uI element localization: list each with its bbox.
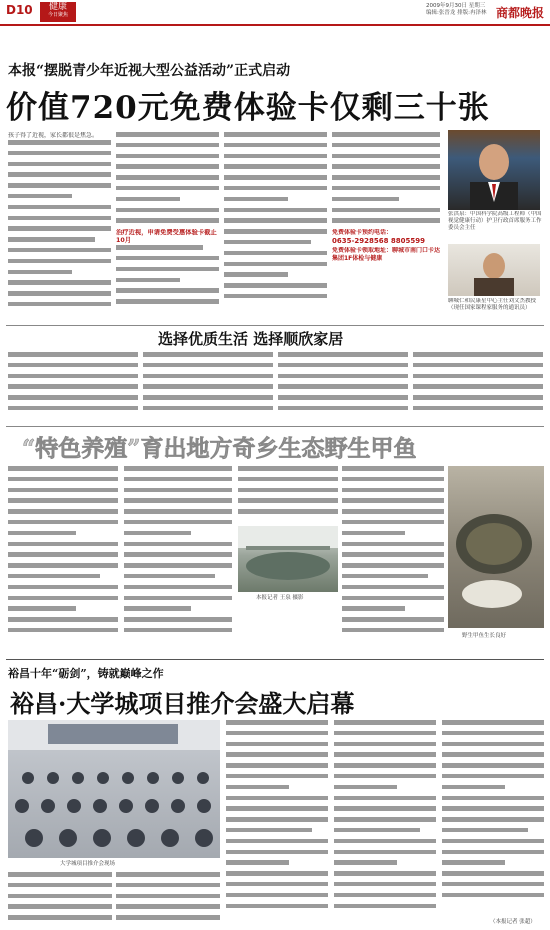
body-text-line bbox=[226, 720, 328, 725]
body-text-line bbox=[334, 839, 436, 844]
phone-label: 免费体验卡预约电话： bbox=[332, 229, 393, 237]
portrait-caption-2: 聊城仁和民康星中心主任刘文杰教授（现任国家课程家服务的通讯员） bbox=[448, 298, 537, 311]
body-text-line bbox=[8, 466, 118, 471]
body-text-line bbox=[342, 477, 444, 482]
issue-date: 2009年9月30日 星期三 bbox=[426, 3, 486, 9]
body-text-line bbox=[224, 272, 288, 277]
body-text-line bbox=[334, 796, 436, 801]
body-text-line bbox=[124, 498, 232, 503]
body-text-line bbox=[342, 542, 444, 547]
body-text-line bbox=[342, 498, 444, 503]
story4-kicker: 裕昌十年“砺剑”，铸就巅峰之作 bbox=[8, 667, 164, 680]
body-text-line bbox=[116, 894, 220, 899]
body-text-line bbox=[124, 628, 232, 633]
body-text-line bbox=[8, 302, 111, 307]
body-text-line bbox=[226, 839, 328, 844]
section-title: 健康 bbox=[48, 2, 67, 12]
body-text-line bbox=[442, 742, 544, 747]
body-text-line bbox=[442, 817, 544, 822]
conference-graphic bbox=[8, 720, 220, 858]
body-text-line bbox=[8, 352, 138, 357]
body-text-line bbox=[332, 218, 440, 223]
body-text-line bbox=[334, 850, 436, 855]
body-text-line bbox=[124, 596, 232, 601]
body-text-line bbox=[8, 488, 118, 493]
story2-column-2 bbox=[143, 352, 273, 422]
story3-column-1 bbox=[8, 466, 118, 651]
story4-column-1 bbox=[8, 872, 112, 926]
body-text-line bbox=[342, 574, 428, 579]
body-text-line bbox=[8, 606, 76, 611]
portrait-caption-1: 张洪泉：中国科学院高级工程师（中国视觉健康行动）护卫行政首席服务工作委员会主任 bbox=[448, 211, 542, 231]
masthead: 商都晚报 bbox=[496, 6, 545, 20]
body-text-line bbox=[278, 395, 408, 400]
body-text-line bbox=[8, 406, 138, 411]
body-text-line bbox=[332, 175, 440, 180]
pond-graphic bbox=[238, 526, 338, 592]
body-text-line bbox=[8, 498, 118, 503]
body-text-line bbox=[332, 197, 399, 202]
body-text-line bbox=[124, 552, 232, 557]
body-text-line bbox=[116, 186, 219, 191]
body-text-line bbox=[116, 143, 219, 148]
body-text-line bbox=[143, 384, 273, 389]
body-text-line bbox=[226, 806, 328, 811]
body-text-line bbox=[116, 197, 180, 202]
body-text-line bbox=[224, 175, 327, 180]
editor-credit: 编辑:张晋龙 排版:冉泽林 bbox=[426, 10, 487, 16]
body-text-line bbox=[334, 742, 436, 747]
body-text-line bbox=[116, 256, 219, 261]
body-text-line bbox=[224, 154, 327, 159]
body-text-line bbox=[342, 488, 444, 493]
story1-column-3 bbox=[224, 132, 327, 322]
body-text-line bbox=[238, 488, 338, 493]
body-text-line bbox=[124, 617, 232, 622]
story4-headline: 裕昌·大学城项目推介会盛大启幕 bbox=[10, 689, 355, 718]
body-text-line bbox=[226, 763, 328, 768]
body-text-line bbox=[116, 164, 219, 169]
body-text-line bbox=[224, 229, 327, 234]
body-text-line bbox=[143, 363, 273, 368]
body-text-line bbox=[226, 882, 328, 887]
body-text-line bbox=[224, 164, 327, 169]
body-text-line bbox=[278, 406, 408, 411]
pond-photo-credit: 本报记者 王泉 摄影 bbox=[256, 595, 304, 601]
body-text-line bbox=[334, 752, 436, 757]
body-text-line bbox=[278, 352, 408, 357]
body-text-line bbox=[116, 872, 220, 877]
body-text-line bbox=[334, 763, 436, 768]
body-text-line bbox=[124, 606, 191, 611]
body-text-line bbox=[224, 143, 327, 148]
body-text-line bbox=[8, 596, 118, 601]
story2-column-4 bbox=[413, 352, 543, 422]
story1-column-4 bbox=[332, 132, 440, 327]
story1-kicker: 本报“摆脱青少年近视大型公益活动”正式启动 bbox=[8, 63, 291, 79]
body-text-line bbox=[334, 731, 436, 736]
body-text-line bbox=[8, 226, 111, 231]
body-text-line bbox=[224, 262, 327, 267]
body-text-line bbox=[8, 374, 138, 379]
body-text-line bbox=[8, 237, 95, 242]
body-text-line bbox=[116, 218, 219, 223]
body-text-line bbox=[226, 904, 328, 909]
body-text-line bbox=[8, 172, 111, 177]
section-badge bbox=[40, 2, 76, 22]
story4-column-4 bbox=[334, 720, 436, 926]
body-text-line bbox=[334, 828, 420, 833]
body-text-line bbox=[116, 245, 203, 250]
body-text-line bbox=[332, 164, 440, 169]
story3-column-3 bbox=[238, 466, 338, 526]
body-text-line bbox=[8, 574, 100, 579]
pond-photo bbox=[238, 526, 338, 592]
body-text-line bbox=[8, 563, 118, 568]
pickup-address: 免费体验卡领取地址：聊城市南门口卡达集团1F体检与健康 bbox=[332, 247, 440, 263]
body-text-line bbox=[124, 585, 232, 590]
header-meta bbox=[426, 3, 496, 17]
body-text-line bbox=[8, 509, 118, 514]
body-text-line bbox=[124, 520, 232, 525]
story3-column-4 bbox=[342, 466, 444, 656]
body-text-line bbox=[442, 806, 544, 811]
body-text-line bbox=[342, 531, 405, 536]
body-text-line bbox=[8, 872, 112, 877]
body-text-line bbox=[332, 208, 440, 213]
portrait-photo-1 bbox=[448, 130, 540, 210]
body-text-line bbox=[342, 617, 444, 622]
body-text-line bbox=[8, 216, 111, 221]
body-text-line bbox=[442, 763, 544, 768]
body-text-line bbox=[143, 374, 273, 379]
body-text-line bbox=[224, 251, 327, 256]
body-text-line bbox=[278, 363, 408, 368]
body-text-line bbox=[442, 828, 528, 833]
body-text-line bbox=[332, 132, 440, 137]
body-text-line bbox=[226, 817, 328, 822]
body-text-line bbox=[342, 466, 444, 471]
body-text-line bbox=[442, 860, 505, 865]
body-text-line bbox=[8, 894, 112, 899]
body-text-line bbox=[143, 352, 273, 357]
divider bbox=[6, 659, 544, 660]
body-text-line bbox=[342, 520, 444, 525]
body-text-line bbox=[8, 151, 111, 156]
body-text-line bbox=[8, 477, 118, 482]
body-text-line bbox=[442, 774, 544, 779]
body-text-line bbox=[334, 774, 436, 779]
story2-headline: 选择优质生活 选择顺欣家居 bbox=[158, 330, 344, 348]
body-text-line bbox=[8, 883, 112, 888]
body-text-line bbox=[332, 154, 440, 159]
body-text-line bbox=[8, 259, 111, 264]
body-text-line bbox=[413, 374, 543, 379]
body-text-line bbox=[226, 731, 328, 736]
body-text-line bbox=[278, 384, 408, 389]
body-text-line bbox=[116, 267, 219, 272]
body-text-line bbox=[342, 509, 444, 514]
body-text-line bbox=[413, 384, 543, 389]
divider bbox=[6, 426, 544, 427]
portrait-photo-2 bbox=[448, 244, 540, 296]
body-text-line bbox=[8, 915, 112, 920]
body-text-line bbox=[238, 466, 338, 471]
conference-photo-caption: 大学城项目推介会现场 bbox=[60, 861, 116, 867]
story1-column-2 bbox=[116, 132, 219, 322]
body-text-line bbox=[413, 352, 543, 357]
body-text-line bbox=[8, 363, 138, 368]
body-text-line bbox=[8, 140, 111, 145]
body-text-line bbox=[116, 288, 219, 293]
body-text-line bbox=[442, 893, 544, 898]
body-text-line bbox=[8, 270, 72, 275]
body-text-line bbox=[334, 817, 436, 822]
story1-column-1 bbox=[8, 132, 111, 322]
page-header bbox=[0, 0, 550, 26]
body-text-line bbox=[334, 806, 436, 811]
body-text-line bbox=[413, 395, 543, 400]
body-text-line bbox=[442, 796, 544, 801]
body-text-line bbox=[332, 143, 440, 148]
body-text-line bbox=[332, 186, 440, 191]
body-text-line bbox=[413, 363, 543, 368]
body-text-line bbox=[8, 162, 111, 167]
body-text-line bbox=[224, 218, 327, 223]
story4-byline: （本报记者 张超） bbox=[490, 919, 536, 925]
body-text-line bbox=[226, 860, 289, 865]
body-text-line bbox=[116, 154, 219, 159]
body-text-line bbox=[143, 406, 273, 411]
turtle-photo bbox=[448, 466, 544, 628]
body-text-line bbox=[116, 175, 219, 180]
body-text-line bbox=[334, 882, 436, 887]
story3-headline: “特色养殖”育出地方奇乡生态野生甲鱼 bbox=[22, 435, 417, 462]
body-text-line bbox=[442, 839, 544, 844]
body-text-line bbox=[342, 628, 444, 633]
body-text-line bbox=[334, 860, 397, 865]
body-text-line bbox=[124, 466, 232, 471]
story2-column-1 bbox=[8, 352, 138, 422]
body-text-line bbox=[143, 395, 273, 400]
body-text-line bbox=[334, 720, 436, 725]
body-text-line bbox=[334, 871, 436, 876]
story3-column-2 bbox=[124, 466, 232, 651]
story1-lead: 孩子得了近视，家长都很是焦急。 bbox=[8, 132, 99, 139]
body-text-line bbox=[8, 531, 76, 536]
body-text-line bbox=[238, 498, 338, 503]
body-text-line bbox=[8, 384, 138, 389]
body-text-line bbox=[442, 850, 544, 855]
body-text-line bbox=[226, 752, 328, 757]
body-text-line bbox=[116, 208, 219, 213]
body-text-line bbox=[226, 893, 328, 898]
body-text-line bbox=[8, 585, 118, 590]
phone-number: 0635-2928568 8805599 bbox=[332, 237, 426, 246]
body-text-line bbox=[124, 531, 191, 536]
body-text-line bbox=[442, 752, 544, 757]
body-text-line bbox=[124, 563, 232, 568]
body-text-line bbox=[413, 406, 543, 411]
body-text-line bbox=[226, 785, 289, 790]
body-text-line bbox=[442, 871, 544, 876]
body-text-line bbox=[224, 197, 288, 202]
body-text-line bbox=[224, 294, 327, 299]
body-text-line bbox=[8, 628, 118, 633]
turtle-photo-caption: 野生甲鱼生长良好 bbox=[462, 633, 507, 639]
body-text-line bbox=[334, 904, 436, 909]
body-text-line bbox=[334, 785, 397, 790]
body-text-line bbox=[224, 283, 327, 288]
body-text-line bbox=[226, 871, 328, 876]
portrait-graphic-1 bbox=[448, 130, 540, 210]
body-text-line bbox=[116, 132, 219, 137]
body-text-line bbox=[278, 374, 408, 379]
story4-column-5 bbox=[442, 720, 544, 916]
body-text-line bbox=[226, 850, 328, 855]
body-text-line bbox=[8, 904, 112, 909]
body-text-line bbox=[226, 828, 312, 833]
section-subtitle: 今日聚焦 bbox=[47, 12, 68, 18]
body-text-line bbox=[8, 542, 118, 547]
story4-column-2 bbox=[116, 872, 220, 926]
body-text-line bbox=[224, 132, 327, 137]
body-text-line bbox=[8, 205, 111, 210]
body-text-line bbox=[342, 563, 444, 568]
body-text-line bbox=[116, 278, 180, 283]
story2-column-3 bbox=[278, 352, 408, 422]
body-text-line bbox=[124, 574, 215, 579]
body-text-line bbox=[124, 477, 232, 482]
body-text-line bbox=[442, 785, 505, 790]
turtle-graphic bbox=[448, 466, 544, 628]
body-text-line bbox=[8, 248, 111, 253]
body-text-line bbox=[224, 208, 327, 213]
body-text-line bbox=[238, 477, 338, 482]
body-text-line bbox=[226, 796, 328, 801]
body-text-line bbox=[442, 731, 544, 736]
story1-subhead: 治疗近视，申请免费受惠体验卡截止10月 bbox=[116, 229, 217, 245]
body-text-line bbox=[226, 774, 328, 779]
body-text-line bbox=[8, 183, 111, 188]
body-text-line bbox=[342, 585, 444, 590]
body-text-line bbox=[124, 509, 232, 514]
body-text-line bbox=[8, 291, 111, 296]
body-text-line bbox=[116, 915, 220, 920]
body-text-line bbox=[8, 194, 72, 199]
body-text-line bbox=[8, 395, 138, 400]
story4-column-3 bbox=[226, 720, 328, 926]
body-text-line bbox=[342, 596, 444, 601]
body-text-line bbox=[8, 280, 111, 285]
body-text-line bbox=[124, 488, 232, 493]
body-text-line bbox=[226, 742, 328, 747]
body-text-line bbox=[238, 509, 338, 514]
body-text-line bbox=[124, 542, 232, 547]
body-text-line bbox=[116, 904, 220, 909]
body-text-line bbox=[8, 552, 118, 557]
divider bbox=[6, 325, 544, 326]
body-text-line bbox=[8, 617, 118, 622]
body-text-line bbox=[334, 893, 436, 898]
body-text-line bbox=[442, 882, 544, 887]
body-text-line bbox=[116, 883, 220, 888]
portrait-graphic-2 bbox=[448, 244, 540, 296]
body-text-line bbox=[342, 552, 444, 557]
body-text-line bbox=[116, 299, 219, 304]
body-text-line bbox=[8, 520, 118, 525]
body-text-line bbox=[342, 606, 405, 611]
page-number: D10 bbox=[6, 3, 33, 17]
body-text-line bbox=[442, 720, 544, 725]
body-text-line bbox=[224, 240, 311, 245]
conference-photo bbox=[8, 720, 220, 858]
story1-headline: 价值720元免费体验卡仅剩三十张 bbox=[6, 90, 490, 126]
body-text-line bbox=[224, 186, 327, 191]
